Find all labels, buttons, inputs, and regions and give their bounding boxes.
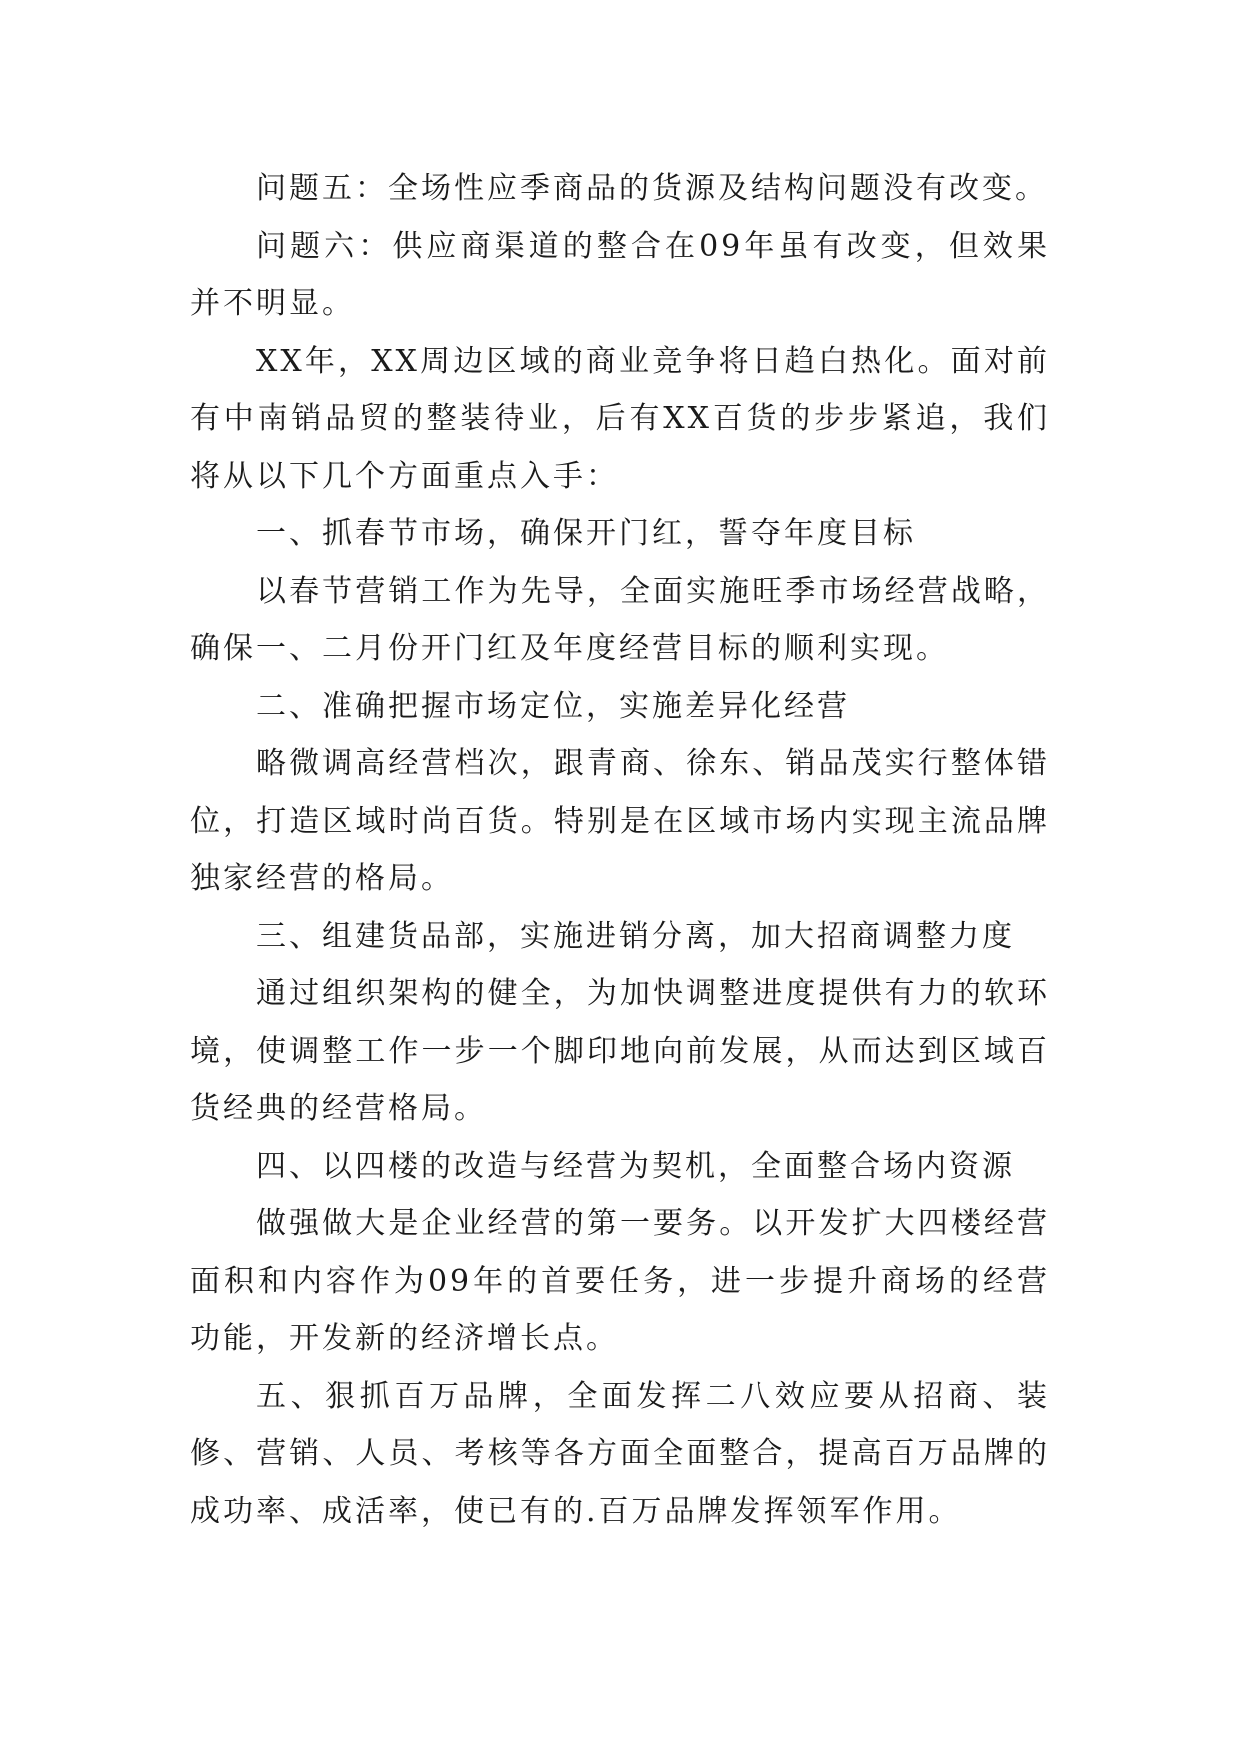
paragraph-item-three: 通过组织架构的健全，为加快调整进度提供有力的软环境，使调整工作一步一个脚印地向前发展，从而达到区域百货经典的经营格局。 (190, 976, 1050, 1126)
paragraph-competition-overview: XX年，XX周边区域的商业竞争将日趋白热化。面对前有中南销品贸的整装待业，后有XX百货的步步紧追，我们将从以下几个方面重点入手： (190, 343, 1050, 494)
paragraph-item-one: 以春节营销工作为先导，全面实施旺季市场经营战略，确保一、二月份开门红及年度经营目标的顺利实现。 (190, 573, 1050, 666)
paragraph-problem-five: 问题五：全场性应季商品的货源及结构问题没有改变。 (256, 171, 1048, 206)
heading-item-one: 一、抓春节市场，确保开门红，誓夺年度目标 (256, 516, 916, 551)
paragraph-item-five: 五、狠抓百万品牌，全面发挥二八效应要从招商、装修、营销、人员、考核等各方面全面整合，提高百万品牌的成功率、成活率，使已有的.百万品牌发挥领军作用。 (190, 1378, 1050, 1529)
paragraph-problem-six: 问题六：供应商渠道的整合在09年虽有改变，但效果并不明显。 (190, 228, 1050, 321)
heading-item-three: 三、组建货品部，实施进销分离，加大招商调整力度 (256, 918, 1015, 954)
heading-item-four: 四、以四楼的改造与经营为契机，全面整合场内资源 (256, 1148, 1015, 1184)
document-body (190, 160, 1050, 1540)
paragraph-item-four: 做强做大是企业经营的第一要务。以开发扩大四楼经营面积和内容作为09年的首要任务，进一步提升商场的经营功能，开发新的经济增长点。 (190, 1206, 1050, 1356)
paragraph-item-two: 略微调高经营档次，跟青商、徐东、销品茂实行整体错位，打造区域时尚百货。特别是在区域市场内实现主流品牌独家经营的格局。 (190, 746, 1050, 896)
heading-item-two: 二、准确把握市场定位，实施差异化经营 (256, 688, 850, 724)
